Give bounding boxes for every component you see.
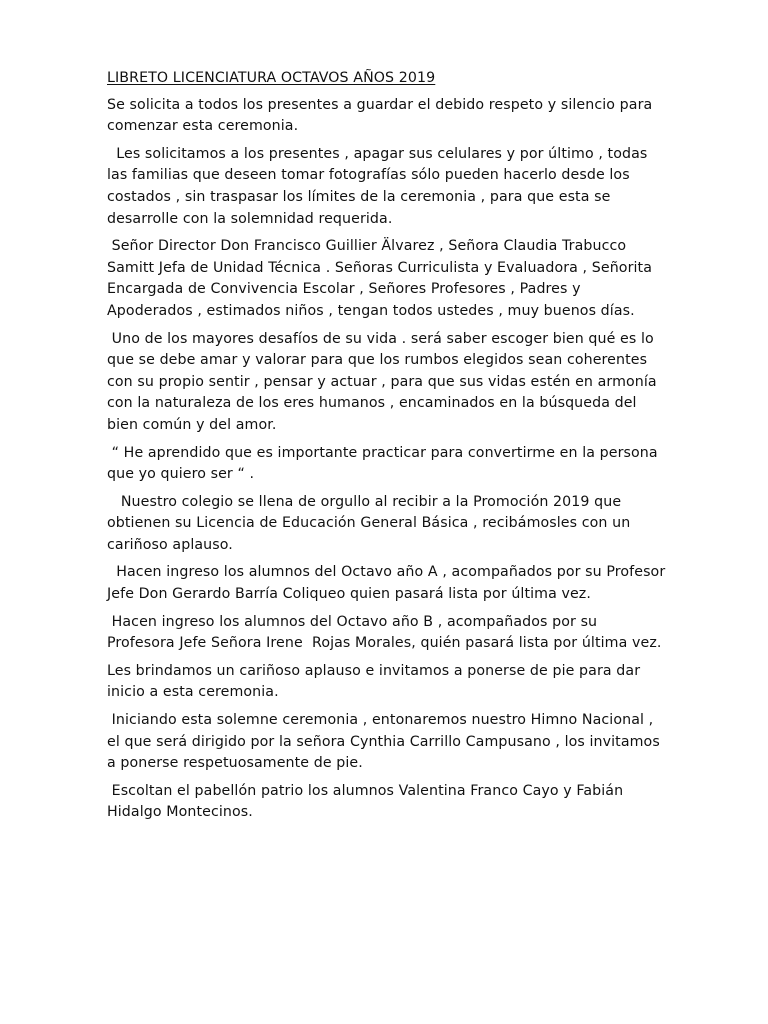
paragraph-phones-photos: Les solicitamos a los presentes , apagar sus celulares y por último , todas las familias que deseen tomar fotografías sólo pueden hacerlo desde los costados , sin traspasar los límites de la ceremonia , para que esta se desarrolle con la solemnidad requerida. (107, 145, 653, 227)
document-title: LIBRETO LICENCIATURA OCTAVOS AÑOS 2019 (107, 70, 436, 86)
document-body (107, 68, 670, 830)
paragraph-quote: “ He aprendido que es importante practicar para convertirme en la persona que yo quiero ser “ . (107, 444, 663, 483)
paragraph-octavo-b: Hacen ingreso los alumnos del Octavo año B , acompañados por su Profesora Jefe Señora Irene Rojas Morales, quién pasará lista por última vez. (107, 613, 662, 652)
paragraph-anthem: Iniciando esta solemne ceremonia , entonaremos nuestro Himno Nacional , el que será dirigido por la señora Cynthia Carrillo Campusano , los invitamos a ponerse respetuosamente de pie. (107, 712, 665, 772)
paragraph-request-silence: Se solicita a todos los presentes a guardar el debido respeto y silencio para comenzar esta ceremonia. (107, 96, 657, 135)
paragraph-promotion: Nuestro colegio se llena de orgullo al recibir a la Promoción 2019 que obtienen su Licencia de Educación General Básica , recibámosles con un cariñoso aplauso. (107, 493, 635, 553)
paragraph-greetings: Señor Director Don Francisco Guillier Älvarez , Señora Claudia Trabucco Samitt Jefa de Unidad Técnica . Señoras Curriculista y Evaluadora , Señorita Encargada de Convivencia Escolar , Señores Profesores , Padres y Apoderados , estimados niños , tengan todos ustedes , muy buenos días. (107, 238, 657, 319)
paragraph-flag-escort: Escoltan el pabellón patrio los alumnos Valentina Franco Cayo y Fabián Hidalgo Montecinos. (107, 782, 628, 821)
paragraph-applause: Les brindamos un cariñoso aplauso e invitamos a ponerse de pie para dar inicio a esta ceremonia. (107, 662, 645, 701)
paragraph-challenges: Uno de los mayores desafíos de su vida . será saber escoger bien qué es lo que se debe amar y valorar para que los rumbos elegidos sean coherentes con su propio sentir , pensar y actuar , para que sus vidas estén en armonía con la naturaleza de los eres humanos , encaminados en la búsqueda del bien común y del amor. (107, 330, 662, 433)
paragraph-octavo-a: Hacen ingreso los alumnos del Octavo año A , acompañados por su Profesor Jefe Don Gerardo Barría Coliqueo quien pasará lista por última vez. (107, 564, 670, 603)
